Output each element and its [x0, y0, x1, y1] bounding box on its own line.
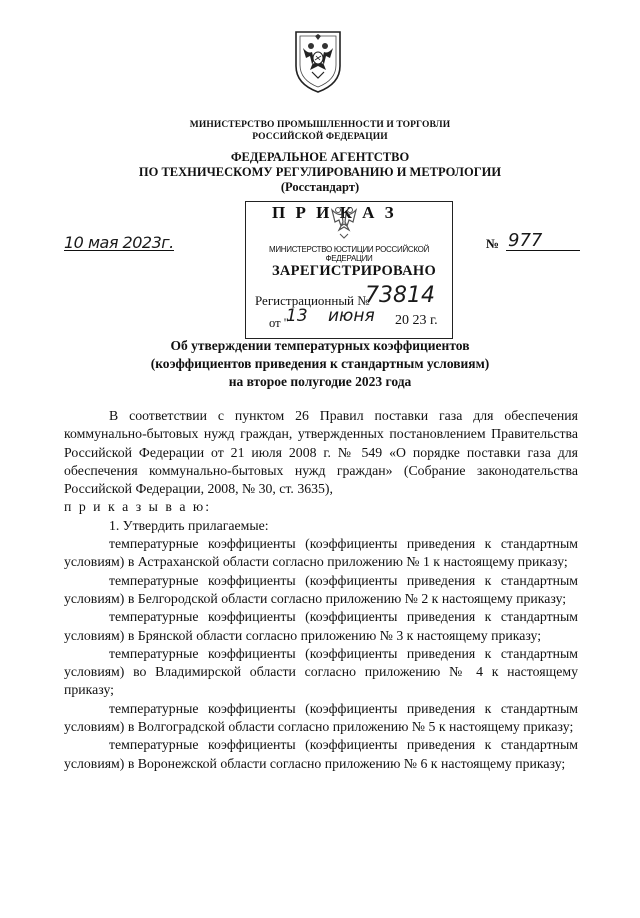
order-number-label: №	[486, 236, 500, 251]
stamp-emblem-icon	[323, 200, 365, 244]
stamp-month: июня	[328, 306, 375, 326]
coat-of-arms-icon	[288, 26, 348, 96]
list-item: температурные коэффициенты (коэффициенты приведения к стандартным условиям) в Волгоградской области согласно приложению № 5 к настоящему приказу;	[64, 700, 578, 735]
order-number-underline	[506, 250, 580, 251]
stamp-reg-number: 73814	[365, 283, 435, 308]
ministry-name	[0, 119, 640, 143]
order-date: 10 мая 2023г.	[64, 233, 174, 252]
agency-line-2: ПО ТЕХНИЧЕСКОМУ РЕГУЛИРОВАНИЮ И МЕТРОЛОГИИ	[138, 165, 502, 179]
title-line-1: Об утверждении температурных коэффициентов	[170, 338, 470, 353]
document-body	[64, 407, 578, 773]
stamp-from-label: от "	[269, 316, 289, 330]
list-item: температурные коэффициенты (коэффициенты приведения к стандартным условиям) в Астраханской области согласно приложению № 1 к настоящему приказу;	[64, 536, 578, 570]
item-1-heading: 1. Утвердить прилагаемые:	[109, 517, 269, 533]
stamp-reg-number-label: Регистрационный №	[255, 293, 370, 308]
stamp-year: 20 23 г.	[395, 313, 438, 328]
order-number: 977	[508, 230, 543, 251]
agency-name	[0, 150, 640, 195]
stamp-day: 13	[286, 306, 308, 326]
list-item: температурные коэффициенты (коэффициенты приведения к стандартным условиям) во Владимирской области согласно приложению № 4 к настоящему приказу;	[64, 645, 578, 698]
prikazyvayu: п р и к а з ы в а ю:	[64, 499, 212, 515]
stamp-registered: ЗАРЕГИСТРИРОВАНО	[271, 263, 437, 279]
list-item: температурные коэффициенты (коэффициенты приведения к стандартным условиям) в Белгородской области согласно приложению № 2 к настоящему приказу;	[64, 572, 578, 606]
agency-line-1: ФЕДЕРАЛЬНОЕ АГЕНТСТВО	[230, 150, 410, 164]
stamp-ministry: МИНИСТЕРСТВО ЮСТИЦИИ РОССИЙСКОЙ ФЕДЕРАЦИИ	[268, 245, 430, 263]
list-item: температурные коэффициенты (коэффициенты приведения к стандартным условиям) в Брянской области согласно приложению № 3 к настоящему приказу;	[64, 609, 578, 643]
agency-line-3: (Росстандарт)	[280, 180, 360, 194]
list-item: температурные коэффициенты (коэффициенты приведения к стандартным условиям) в Воронежской области согласно приложению № 6 к настоящему приказу;	[64, 737, 578, 771]
document-title	[0, 337, 640, 391]
intro-paragraph: В соответствии с пунктом 26 Правил поставки газа для обеспечения коммунально-бытовых нужд граждан, утвержденных постановлением Правительства Российской Федерации от 21 июля 2008 г. № 549 «О порядке поставки газа для обеспечения коммунально-бытовых нужд граждан» (Собрание законодательства Российской Федерации, 2008, № 30, ст. 3635),	[64, 408, 578, 497]
order-type: П Р И К А З	[272, 203, 397, 222]
ministry-line-1: МИНИСТЕРСТВО ПРОМЫШЛЕННОСТИ И ТОРГОВЛИ	[189, 120, 451, 130]
ministry-line-2: РОССИЙСКОЙ ФЕДЕРАЦИИ	[252, 132, 388, 142]
title-line-3: на второе полугодие 2023 года	[228, 374, 412, 389]
title-line-2: (коэффициентов приведения к стандартным условиям)	[150, 356, 490, 371]
